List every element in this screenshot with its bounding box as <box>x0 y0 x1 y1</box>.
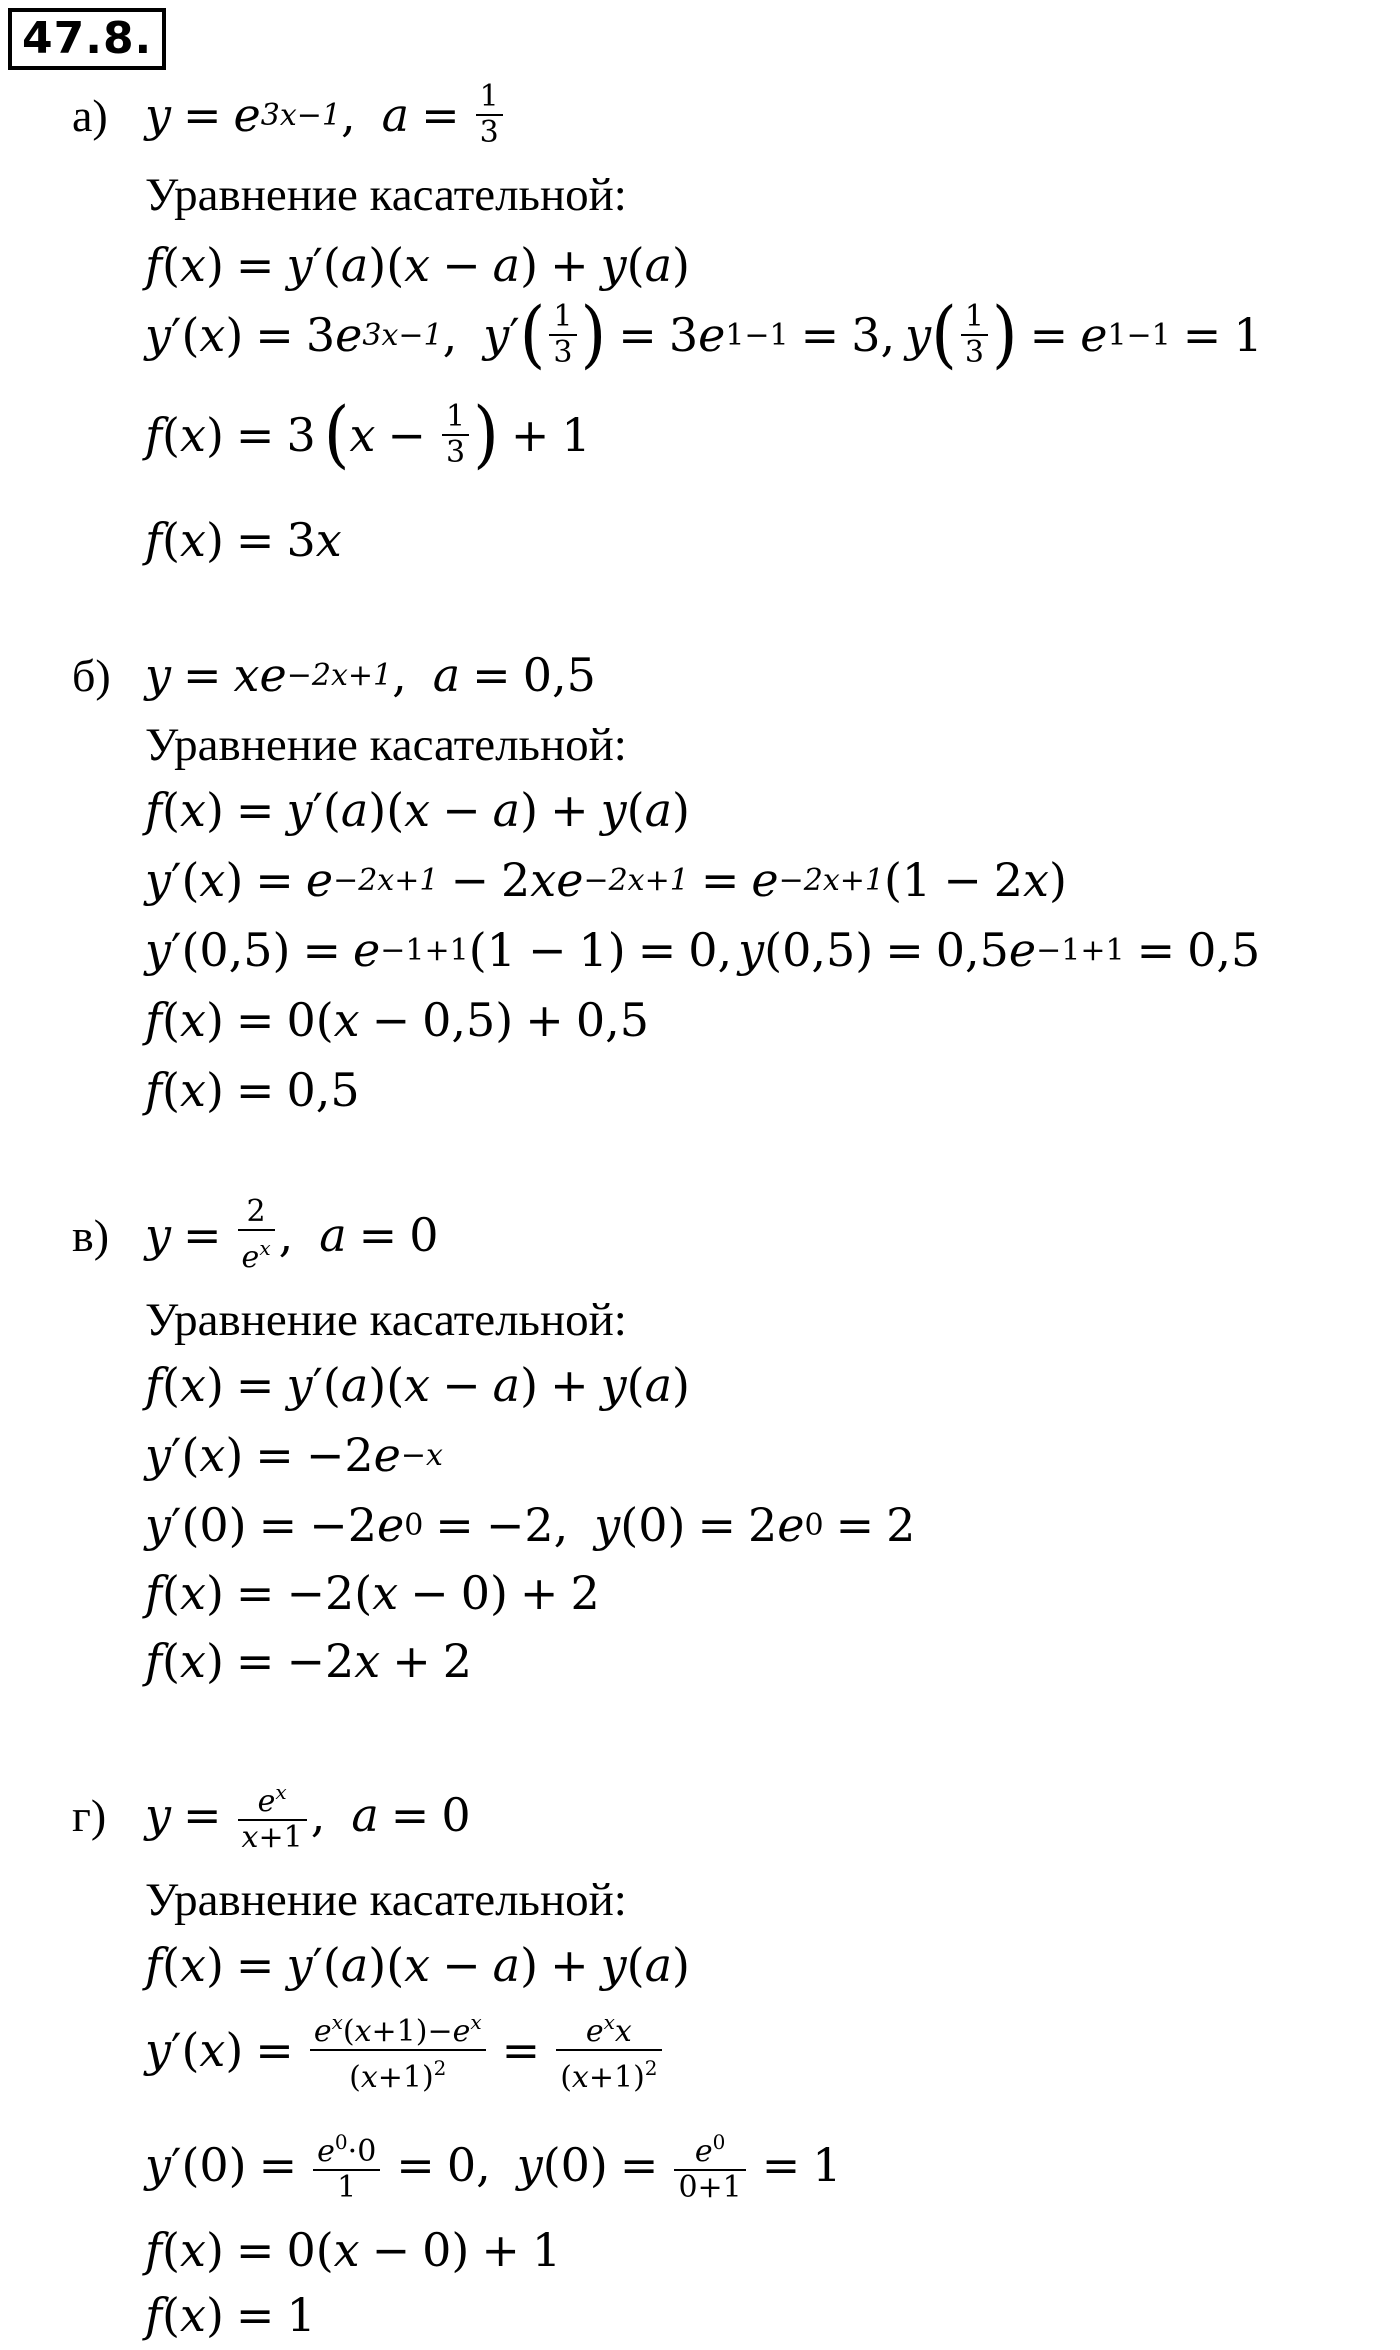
function-definition: y = e 3x−1 , a = $\frac{1}{3}$ <box>145 80 507 150</box>
tangent-heading: Уравнение касательной: <box>145 719 627 771</box>
evaluation-line: y ′(0) = $\frac{e^0\cdot 0}{1}$ = 0, y (0) = $\frac{e^0}{0+1}$ = 1 <box>145 2130 842 2205</box>
evaluation-line: y ′(0) = −2 e 0 = −2, y (0) = 2 e 0 = 2 <box>145 1498 916 1552</box>
tangent-heading: Уравнение касательной: <box>145 1294 627 1346</box>
substitution-line: f ( x ) = 0( x − 0,5) + 0,5 <box>145 993 649 1047</box>
derivative-line: y ′( x ) = 3 e 3x−1 , y ′ ( $\frac{1}{3}$ ) = 3 e 1−1 = 3, y ( $\frac{1}{3}$ ) = e 1−1 = 1 <box>145 292 1263 377</box>
problem-number: 47.8. <box>8 8 166 70</box>
tangent-formula: f ( x ) = y ′( a )( x − a ) + y ( a ) <box>145 1358 690 1412</box>
tangent-formula: f ( x ) = y ′( a )( x − a ) + y ( a ) <box>145 783 690 837</box>
function-definition: y = xe −2x+1 , a = 0,5 <box>145 648 596 702</box>
tangent-formula: f ( x ) = y ′( a )( x − a ) + y ( a ) <box>145 238 690 292</box>
answer-line: f ( x ) = −2 x + 2 <box>145 1634 473 1688</box>
substitution-line: f ( x ) = 0( x − 0) + 1 <box>145 2223 562 2277</box>
part-label: а) <box>72 89 108 141</box>
substitution-line: f ( x ) = 3 ( x − $\frac{1}{3}$ ) + 1 <box>145 392 591 477</box>
tangent-formula: f ( x ) = y ′( a )( x − a ) + y ( a ) <box>145 1938 690 1992</box>
answer-line: f ( x ) = 0,5 <box>145 1063 360 1117</box>
part-label: г) <box>72 1789 107 1841</box>
tangent-heading: Уравнение касательной: <box>145 169 627 221</box>
part-label: б) <box>72 649 111 701</box>
evaluation-line: y ′(0,5) = e −1+1 (1 − 1) = 0, y (0,5) = 0,5 e −1+1 = 0,5 <box>145 923 1261 977</box>
answer-line: f ( x ) = 3 x <box>145 513 342 567</box>
tangent-heading: Уравнение касательной: <box>145 1874 627 1926</box>
derivative-line: y ′( x ) = e −2x+1 − 2 xe −2x+1 = e −2x+1 (1 − 2 x ) <box>145 853 1067 907</box>
substitution-line: f ( x ) = −2( x − 0) + 2 <box>145 1566 600 1620</box>
part-label: в) <box>72 1209 110 1261</box>
derivative-line: y ′( x ) = −2 e −x <box>145 1428 443 1482</box>
derivative-line: y ′( x ) = $\frac{e^x(x+1)-e^x}{(x+1)^2}$ = $\frac{e^xx}{(x+1)^2}$ <box>145 2015 666 2085</box>
answer-line: f ( x ) = 1 <box>145 2288 316 2342</box>
function-definition: y = $\frac{2}{e^x}$ , a = 0 <box>145 1194 439 1275</box>
function-definition: y = $\frac{e^x}{x+1}$ , a = 0 <box>145 1780 471 1855</box>
